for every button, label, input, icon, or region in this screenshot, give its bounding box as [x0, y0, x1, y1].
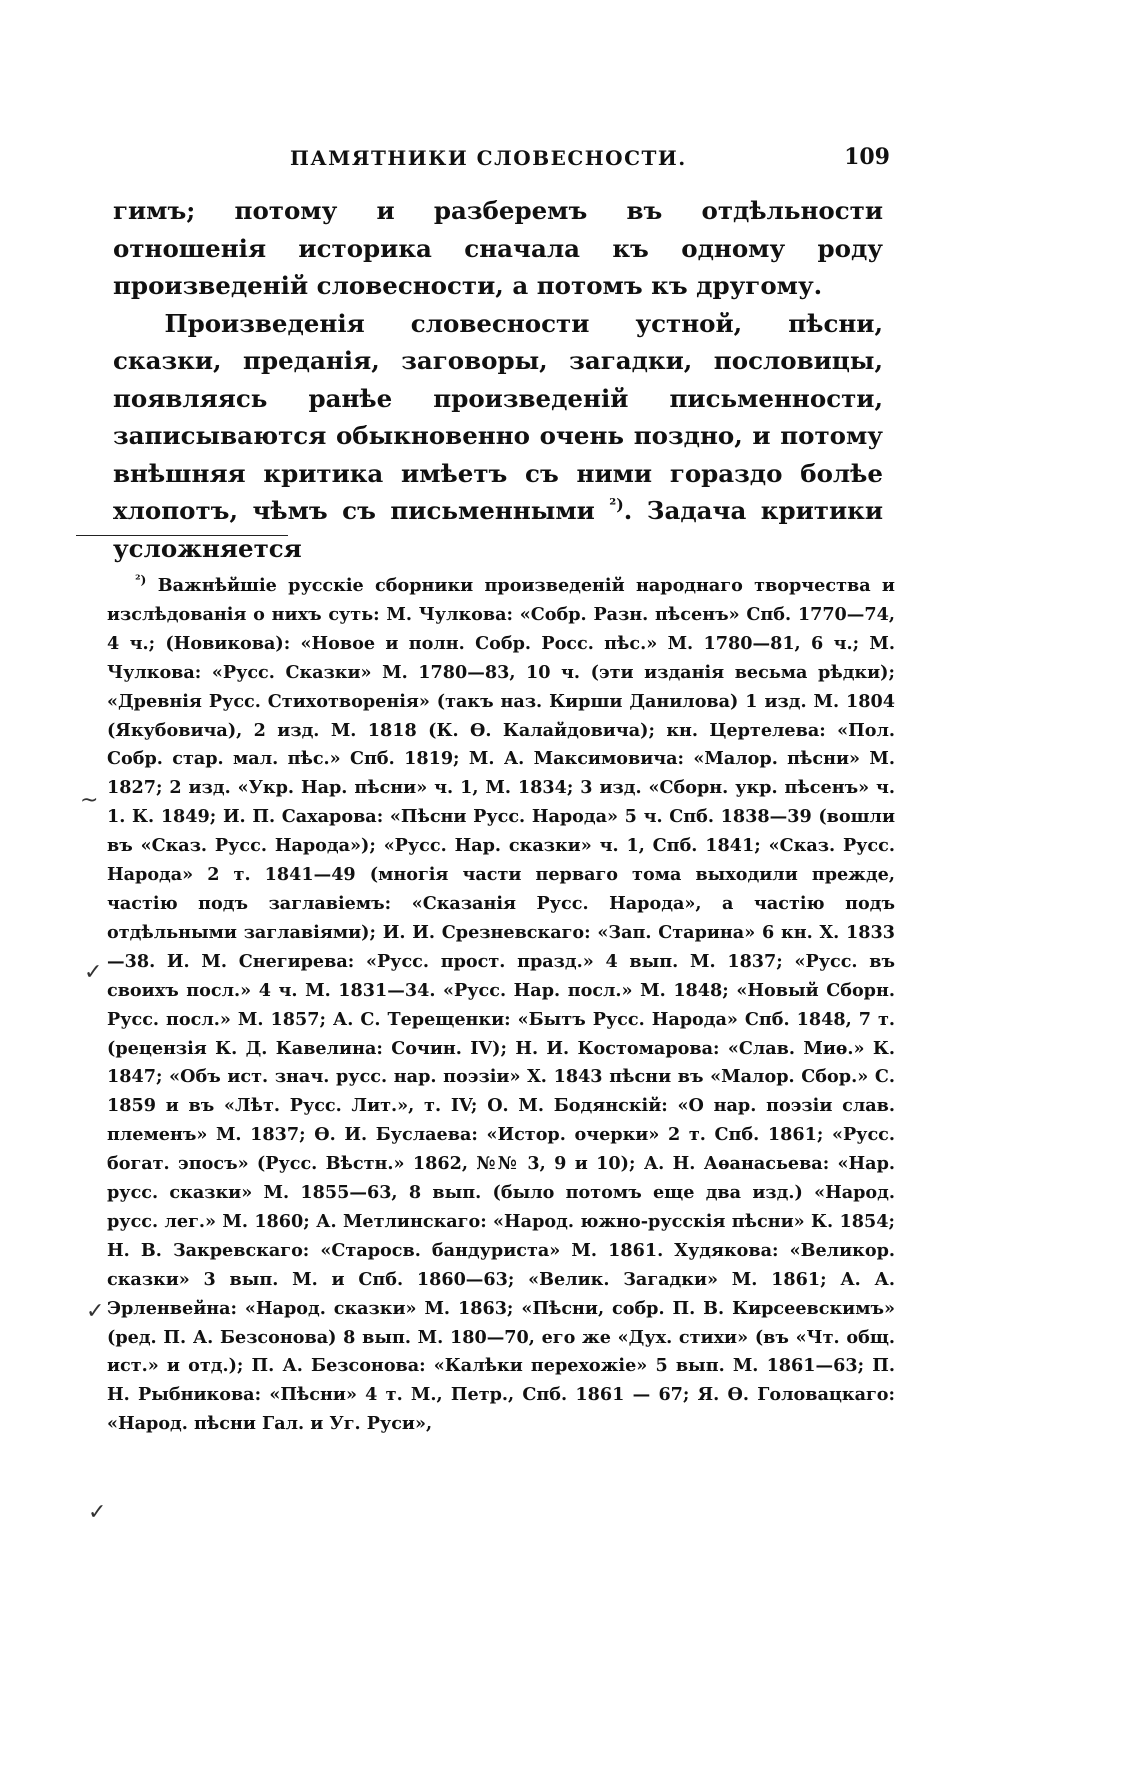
- paragraph-2: [113, 305, 883, 568]
- page-header: [290, 146, 890, 176]
- running-title: ПАМЯТНИКИ СЛОВЕСНОСТИ.: [290, 146, 687, 170]
- paragraph-1: гимъ; потому и разберемъ въ отдѣльности отношенія историка сначала къ одному роду произведеній словесности, а потомъ къ другому.: [113, 196, 883, 300]
- main-text: [113, 192, 883, 567]
- margin-mark-2: ✓: [84, 960, 103, 985]
- footnote-text: Важнѣйшіе русскіе сборники произведеній народнаго творчества и изслѣдованія о нихъ суть: М. Чулкова: «Собр. Разн. пѣсенъ» Спб. 1770—74, 4 ч.; (Новикова): «Новое и полн. Собр. Росс. пѣс.» М. 1780—81, 6 ч.; М. Чулкова: «Русс. Сказки» М. 1780—83, 10 ч. (эти изданія весьма рѣдки); «Древнія Русс. Стихотворенія» (такъ наз. Кирши Данилова) 1 изд. М. 1804 (Якубовича), 2 изд. М. 1818 (К. Ѳ. Калайдовича); кн. Цертелева: «Пол. Собр. стар. мал. пѣс.» Спб. 1819; М. А. Максимовича: «Малор. пѣсни» М. 1827; 2 изд. «Укр. Нар. пѣсни» ч. 1, М. 1834; 3 изд. «Сборн. укр. пѣсенъ» ч. 1. К. 1849; И. П. Сахарова: «Пѣсни Русс. Народа» 5 ч. Спб. 1838—39 (вошли въ «Сказ. Русс. Народа»); «Русс. Нар. сказки» ч. 1, Спб. 1841; «Сказ. Русс. Народа» 2 т. 1841—49 (многія части перваго тома выходили прежде, частію подъ заглавіемъ: «Сказанія Русс. Народа», а частію подъ отдѣльными заглавіями); И. И. Срезневскаго: «Зап. Старина» 6 кн. Х. 1833—38. И. М. Снегирева: «Русс. прост. празд.» 4 вып. М. 1837; «Русс. въ своихъ посл.» 4 ч. М. 1831—34. «Русс. Нар. посл.» М. 1848; «Новый Сборн. Русс. посл.» М. 1857; А. С. Терещенки: «Бытъ Русс. Народа» Спб. 1848, 7 т. (рецензія К. Д. Кавелина: Сочин. IV); Н. И. Костомарова: «Слав. Миѳ.» К. 1847; «Объ ист. знач. русс. нар. поэзіи» Х. 1843 пѣсни въ «Малор. Сбор.» С. 1859 и въ «Лѣт. Русс. Лит.», т. IV; О. М. Бодянскій: «О нар. поэзіи слав. племенъ» М. 1837; Ѳ. И. Буслаева: «Истор. очерки» 2 т. Спб. 1861; «Русс. богат. эпосъ» (Русс. Вѣстн.» 1862, №№ 3, 9 и 10); А. Н. Аѳанасьева: «Нар. русс. сказки» М. 1855—63, 8 вып. (было потомъ еще два изд.) «Народ. русс. лег.» М. 1860; А. Метлинскаго: «Народ. южно-русскія пѣсни» К. 1854; Н. В. Закревскаго: «Старосв. бандуриста» М. 1861. Худякова: «Великор. сказки» 3 вып. М. и Спб. 1860—63; «Велик. Загадки» М. 1861; А. А. Эрленвейна: «Народ. сказки» М. 1863; «Пѣсни, собр. П. В. Кирсеевскимъ» (ред. П. А. Безсонова) 8 вып. М. 180—70, его же «Дух. стихи» (въ «Чт. общ. ист.» и отд.); П. А. Безсонова: «Калѣки перехожіе» 5 вып. М. 1861—63; П. Н. Рыбникова: «Пѣсни» 4 т. М., Петр., Спб. 1861 — 67; Я. Ѳ. Головацкаго: «Народ. пѣсни Гал. и Уг. Руси»,: [107, 575, 895, 1435]
- paragraph-2-text: Произведенія словесности устной, пѣсни, сказки, преданія, заговоры, загадки, пословицы, появляясь ранѣе произведеній письменности, записываются обыкновенно очень поздно, и потому внѣшняя критика имѣетъ съ ними гораздо болѣе хлопотъ, чѣмъ съ письменными: [113, 308, 883, 525]
- margin-mark-3: ✓: [86, 1299, 105, 1324]
- paragraph-2-continuation: . Задача критики усложняется: [113, 496, 884, 563]
- footnote-divider: [76, 535, 288, 536]
- footnote: [107, 572, 895, 1439]
- margin-mark-1: ~: [80, 788, 99, 813]
- page-number: 109: [844, 144, 890, 170]
- footnote-body: [107, 572, 895, 1439]
- footnote-mark: ²): [135, 572, 147, 588]
- margin-mark-4: ✓: [88, 1500, 107, 1525]
- footnote-reference[interactable]: ²): [609, 494, 624, 514]
